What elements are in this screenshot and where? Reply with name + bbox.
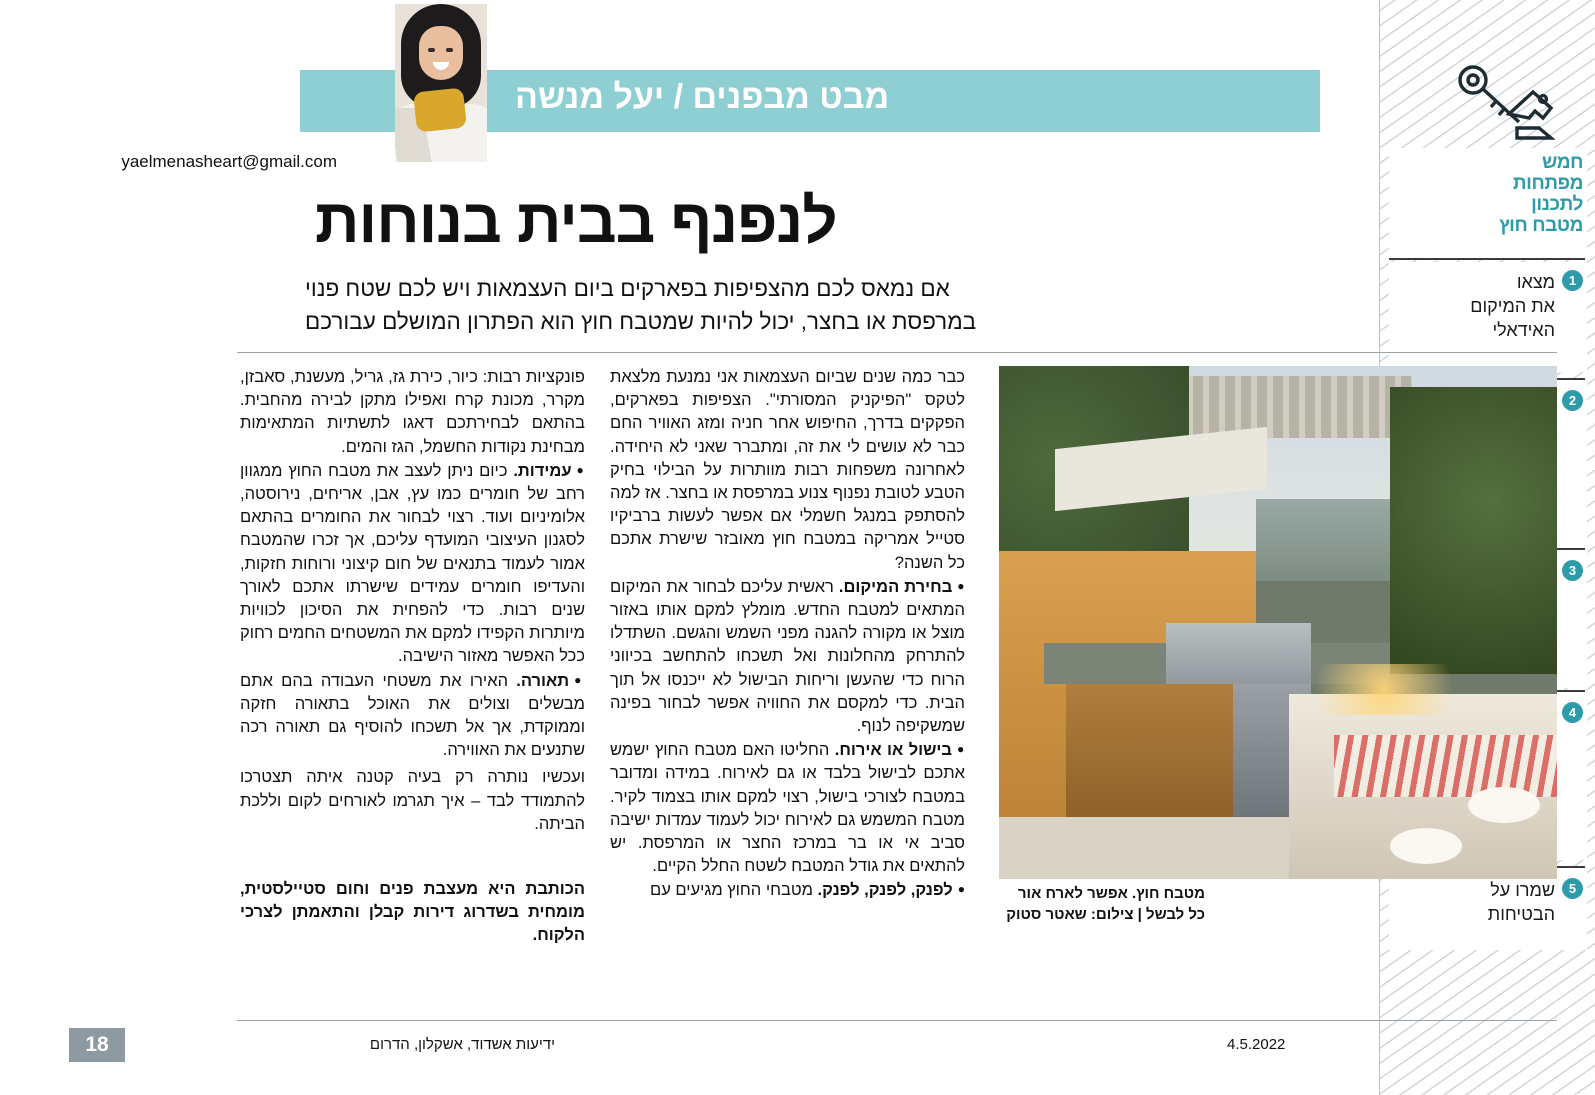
sidebar-item-number-2: 2 xyxy=(1562,390,1583,411)
sidebar-item-1-line-1: מצאו xyxy=(1516,272,1555,292)
deck-line-2: במרפסת או בחצר, יכול להיות שמטבח חוץ הוא הפתרון המושלם עבורכם xyxy=(305,309,977,334)
sidebar-item-5-line-2: הבטיחות xyxy=(1487,904,1555,924)
footer-date: 4.5.2022 xyxy=(1227,1036,1286,1053)
paragraph xyxy=(610,575,965,738)
sidebar-title-line-4: מטבח חוץ xyxy=(1499,215,1583,236)
article-photo xyxy=(999,366,1557,879)
footer-publication: ידיעות אשדוד, אשקלון, הדרום xyxy=(369,1036,555,1053)
sidebar-item-number-3: 3 xyxy=(1562,560,1583,581)
paragraph xyxy=(240,669,585,763)
paragraph: ועכשיו נותרה רק בעיה קטנה איתה תצטרכו להתמודד לבד – איך תגרמו לאורחים לקום וללכת הביתה. xyxy=(240,768,585,833)
article-deck xyxy=(305,272,1315,338)
top-rule xyxy=(237,352,1557,353)
paragraph xyxy=(610,738,965,878)
author-email[interactable]: yaelmenasheart@gmail.com xyxy=(121,152,337,171)
photo-caption: מטבח חוץ. אפשר לארח אור כל לבשל | צילום: שאטר סטוק xyxy=(1006,885,1205,923)
keys-icon xyxy=(1447,58,1567,144)
article-column-middle xyxy=(610,366,965,903)
paragraph-body: ראשית עליכם לבחור את המיקום המתאים למטבח החדש. מומלץ למקם אותו באזור מוצל או מקורה להגנה מפני השמש והגשם. השתדלו להתרחק מהחלונות ואל תשכחו להתחשב בכיווני הרוח כדי שהעשן וריחות הבישול לא ייכנסו אל תוך הבית. כדי למקסם את החוויה אפשר לבחור בפינה שמשקיפה לנוף. xyxy=(610,577,965,736)
paragraph-body: מטבחי החוץ מגיעים עם xyxy=(650,881,813,900)
paragraph-body: החליטו האם מטבח החוץ ישמש אתכם לבישול בלבד או גם לאירוח. במידה ומדובר במטבח לצורכי בישול, רצוי למקם אותו בצמוד לקיר. מטבח המשמש גם לאירוח יכול לעמוד עמדות ישיבה סביב אי או בר במרכז החצר או המרפסת. יש להתאים את גודל המטבח לשטח החלל הקיים. xyxy=(610,741,965,876)
sidebar-item-text-1 xyxy=(1387,270,1583,342)
sidebar-title xyxy=(1393,152,1583,236)
sidebar-separator xyxy=(1389,258,1585,260)
masthead-title: מבט מבפנים / יעל מנשה xyxy=(515,78,890,116)
deck-line-1: אם נמאס לכם מהצפיפות בפארקים ביום העצמאות ויש לכם שטח פנוי xyxy=(305,276,950,301)
sidebar-title-line-2: מפתחות xyxy=(1512,173,1583,194)
paragraph-body: כיום ניתן לעצב את מטבח החוץ ממגוון רחב של חומרים כמו עץ, אבן, אריחים, נירוסטה, אלומיניום ועוד. רצוי לבחור את החומרים בהתאם לסגנון העיצובי המועדף עליכם, אך זכרו שהמטבח אמור לעמוד בתנאים של חום קיצוני ורוחות חזקות, והעדיפו חומרים עמידים שישרתו אתכם לאורך שנים רבות. כדי להפחית את הסיכון לכוויות מיותרות הקפידו למקם את המשטחים החמים רחוק ככל האפשר מאזור הישיבה. xyxy=(239,461,585,666)
author-bio: הכותבת היא מעצבת פנים וחום סטיילסטית, מומחית בשדרוג דירות קבלן והתאמתן לצרכי הלקוח. xyxy=(240,880,585,945)
paragraph xyxy=(240,459,585,669)
sidebar-title-line-3: לתכנון xyxy=(1531,194,1583,215)
sidebar-item-number-4: 4 xyxy=(1562,702,1583,723)
paragraph-kicker: עמידות. xyxy=(513,461,572,480)
page-number-badge: 18 xyxy=(69,1028,125,1062)
paragraph-kicker: לפנק, לפנק, לפנק. xyxy=(817,881,953,900)
paragraph-kicker: בחירת המיקום. xyxy=(838,577,953,596)
sidebar-item-5 xyxy=(1387,878,1583,926)
paragraph-kicker: בישול או אירוח. xyxy=(834,741,952,760)
sidebar-item-1-line-3: האידאלי xyxy=(1492,320,1555,340)
paragraph-kicker: תאורה. xyxy=(516,671,570,690)
author-portrait xyxy=(395,4,487,162)
sidebar-item-1 xyxy=(1387,270,1583,342)
sidebar-item-number-5: 5 xyxy=(1562,878,1583,899)
sidebar-item-5-line-1: שמרו על xyxy=(1490,880,1555,900)
article-column-right xyxy=(240,366,585,948)
sidebar-item-1-line-2: את המיקום xyxy=(1470,296,1555,316)
paragraph xyxy=(610,878,965,902)
page-title: לנפנף בבית בנוחות xyxy=(315,187,837,256)
sidebar-title-line-1: חמש xyxy=(1541,152,1583,173)
paragraph-body: האירו את משטחי העבודה בהם אתם מבשלים וצולים את האוכל בתאורה חזקה וממוקדת, אך אל תשכחו להוסיף גם תאורה רכה שתנעים את האווירה. xyxy=(240,671,585,760)
sidebar-item-number-1: 1 xyxy=(1562,270,1583,291)
paragraph: פונקציות רבות: כיור, כירת גז, גריל, מעשנת, סאבזן, מקרר, מכונת קרח ואפילו מתקן לבירה מהחבית. בהתאם לבחירתכם דאגו לתשתיות המתאימות מבחינת נקודות החשמל, הגז והמים. xyxy=(240,368,585,456)
paragraph: כבר כמה שנים שביום העצמאות אני נמנעת מלצאת לטקס "הפיקניק המסורתי". הצפיפות בפארקים, הפקקים בדרך, החיפוש אחר חניה ומזג האוויר החם כבר לא עושים לי את זה, ומתברר שאני לא היחידה. לאחרונה משפחות רבות מוותרות על הבילוי בחיק הטבע לטובת נפנוף צנוע במרפסת או בחצר. אז למה להסתפק במנגל חשמלי אם אפשר לעשות ברביקיו סטייל אמריקה במטבח חוץ מאובזר שישרת אתכם כל השנה? xyxy=(610,368,965,572)
bottom-rule xyxy=(237,1020,1557,1021)
sidebar-item-text-5 xyxy=(1387,878,1583,926)
